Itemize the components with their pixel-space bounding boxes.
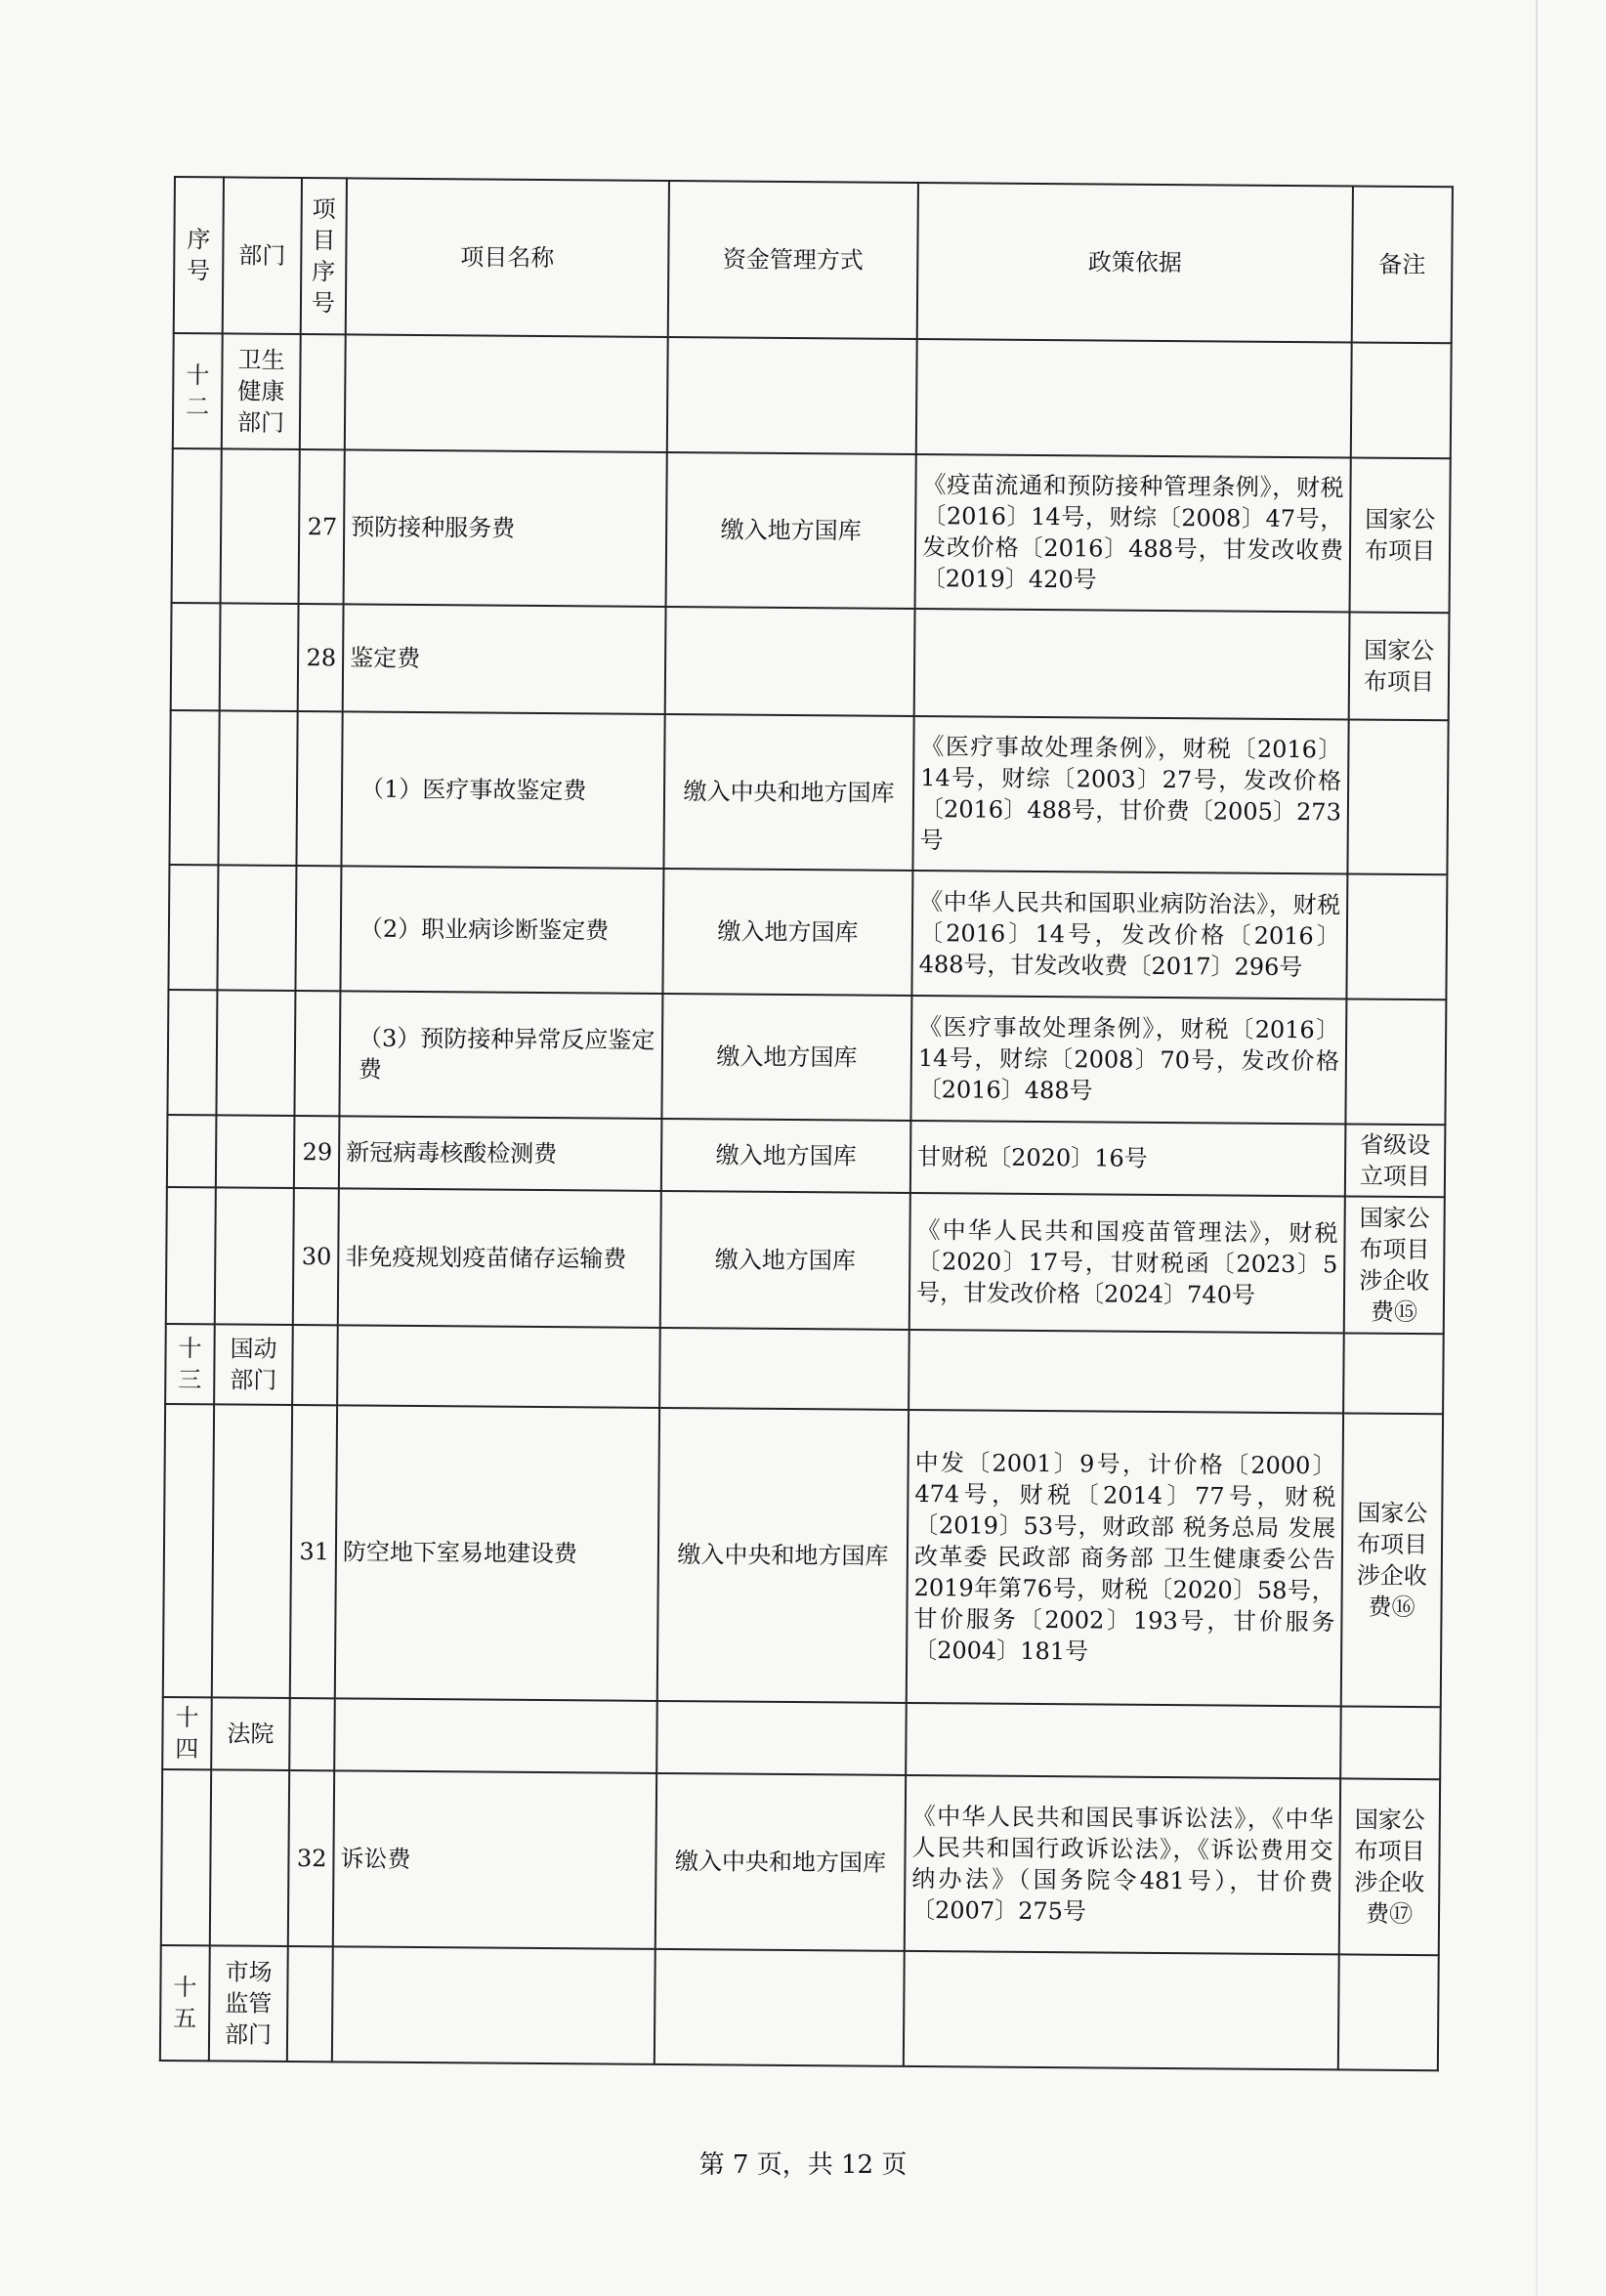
col-header-fund-mgmt: 资金管理方式 bbox=[668, 181, 918, 339]
fund-mgmt: 缴入地方国库 bbox=[660, 1191, 910, 1330]
table-header-row bbox=[174, 177, 1453, 343]
note: 国家公布项目涉企收费⑰ bbox=[1339, 1778, 1440, 1955]
page-number: 第 7 页，共 12 页 bbox=[698, 2150, 908, 2180]
fund-mgmt: 缴入中央和地方国库 bbox=[657, 1408, 909, 1703]
policy-basis: 《中华人民共和国疫苗管理法》，财税〔2020〕17号，甘财税函〔2023〕5号，甘发改价格〔2024〕740号 bbox=[909, 1193, 1345, 1333]
item-name: 非免疫规划疫苗储存运输费 bbox=[338, 1188, 661, 1328]
note bbox=[1347, 719, 1448, 874]
fund-mgmt: 缴入中央和地方国库 bbox=[655, 1773, 906, 1951]
item-seq: 28 bbox=[298, 604, 344, 711]
note: 国家公布项目涉企收费⑮ bbox=[1344, 1196, 1445, 1334]
fund-mgmt: 缴入地方国库 bbox=[666, 452, 916, 609]
table-row bbox=[169, 710, 1448, 874]
fund-mgmt: 缴入中央和地方国库 bbox=[663, 714, 913, 871]
item-name: 新冠病毒核酸检测费 bbox=[339, 1116, 662, 1191]
fund-mgmt: 缴入地方国库 bbox=[661, 994, 911, 1121]
dept-name: 法院 bbox=[211, 1697, 290, 1770]
policy-basis: 《疫苗流通和预防接种管理条例》，财税〔2016〕14号，财综〔2008〕47号，发改价格〔2016〕488号，甘发改收费〔2019〕420号 bbox=[915, 454, 1351, 612]
item-name: （3）预防接种异常反应鉴定费 bbox=[339, 991, 662, 1119]
dept-name: 国动部门 bbox=[214, 1324, 293, 1405]
item-name: 诉讼费 bbox=[333, 1770, 656, 1949]
policy-basis: 中发〔2001〕9号，计价格〔2000〕474号，财税〔2014〕77号，财税〔2019〕53号，财政部 税务总局 发展改革委 民政部 商务部 卫生健康委公告2019年第76号，财税〔2020〕58号，甘价服务〔2002〕193号，甘价服务〔2004〕181号 bbox=[907, 1410, 1343, 1706]
item-name: （1）医疗事故鉴定费 bbox=[341, 711, 664, 869]
table-row bbox=[167, 1115, 1446, 1197]
item-name: 预防接种服务费 bbox=[344, 449, 667, 607]
dept-name: 市场监管部门 bbox=[209, 1945, 288, 2062]
table-row bbox=[167, 990, 1446, 1125]
item-seq: 27 bbox=[299, 449, 345, 604]
table-row bbox=[163, 1404, 1443, 1707]
table-row bbox=[172, 448, 1451, 613]
table-row bbox=[168, 865, 1447, 999]
item-seq: 32 bbox=[288, 1770, 334, 1946]
col-header-seq: 序号 bbox=[174, 177, 224, 333]
dept-name: 卫生健康部门 bbox=[222, 333, 301, 449]
col-header-policy: 政策依据 bbox=[917, 183, 1353, 342]
fund-mgmt: 缴入地方国库 bbox=[661, 1119, 911, 1193]
fund-mgmt: 缴入地方国库 bbox=[662, 869, 912, 996]
col-header-item-seq: 项目序号 bbox=[301, 178, 347, 334]
dept-seq: 十二 bbox=[173, 333, 223, 448]
table-row bbox=[171, 603, 1450, 720]
item-seq: 29 bbox=[294, 1116, 340, 1188]
col-header-note: 备注 bbox=[1352, 186, 1453, 343]
dept-row bbox=[160, 1945, 1439, 2070]
note: 国家公布项目 bbox=[1350, 457, 1451, 613]
policy-basis: 《医疗事故处理条例》，财税〔2016〕14号，财综〔2008〕70号，发改价格〔2016〕488号 bbox=[910, 996, 1346, 1124]
note bbox=[1346, 873, 1447, 999]
dept-seq: 十四 bbox=[162, 1697, 212, 1769]
page-edge bbox=[1536, 0, 1538, 2296]
dept-row bbox=[173, 333, 1452, 458]
item-name: （2）职业病诊断鉴定费 bbox=[340, 866, 663, 994]
dept-row bbox=[165, 1324, 1444, 1414]
item-seq: 31 bbox=[290, 1405, 337, 1698]
dept-row bbox=[162, 1697, 1441, 1779]
dept-seq: 十三 bbox=[165, 1324, 215, 1404]
policy-basis bbox=[914, 609, 1350, 719]
note: 省级设立项目 bbox=[1345, 1124, 1446, 1197]
table-row bbox=[161, 1769, 1440, 1955]
table-row bbox=[166, 1187, 1445, 1334]
item-name: 防空地下室易地建设费 bbox=[335, 1405, 659, 1701]
note bbox=[1345, 999, 1446, 1125]
fee-table bbox=[159, 176, 1454, 2071]
policy-basis: 《中华人民共和国民事诉讼法》，《中华人民共和国行政诉讼法》，《诉讼费用交纳办法》（国务院令481号），甘价费〔2007〕275号 bbox=[905, 1775, 1340, 1954]
policy-basis: 《中华人民共和国职业病防治法》，财税〔2016〕14号，发改价格〔2016〕488号，甘发改收费〔2017〕296号 bbox=[911, 871, 1347, 999]
note: 国家公布项目涉企收费⑯ bbox=[1341, 1413, 1443, 1707]
fund-mgmt bbox=[665, 607, 915, 716]
policy-basis: 《医疗事故处理条例》，财税〔2016〕14号，财综〔2003〕27号，发改价格〔2016〕488号，甘价费〔2005〕273号 bbox=[912, 716, 1348, 873]
item-seq: 30 bbox=[293, 1188, 339, 1325]
policy-basis: 甘财税〔2020〕16号 bbox=[910, 1121, 1346, 1196]
col-header-item-name: 项目名称 bbox=[346, 178, 669, 337]
col-header-dept: 部门 bbox=[223, 177, 302, 334]
item-name: 鉴定费 bbox=[343, 604, 666, 714]
note: 国家公布项目 bbox=[1349, 612, 1450, 720]
dept-seq: 十五 bbox=[160, 1945, 210, 2061]
